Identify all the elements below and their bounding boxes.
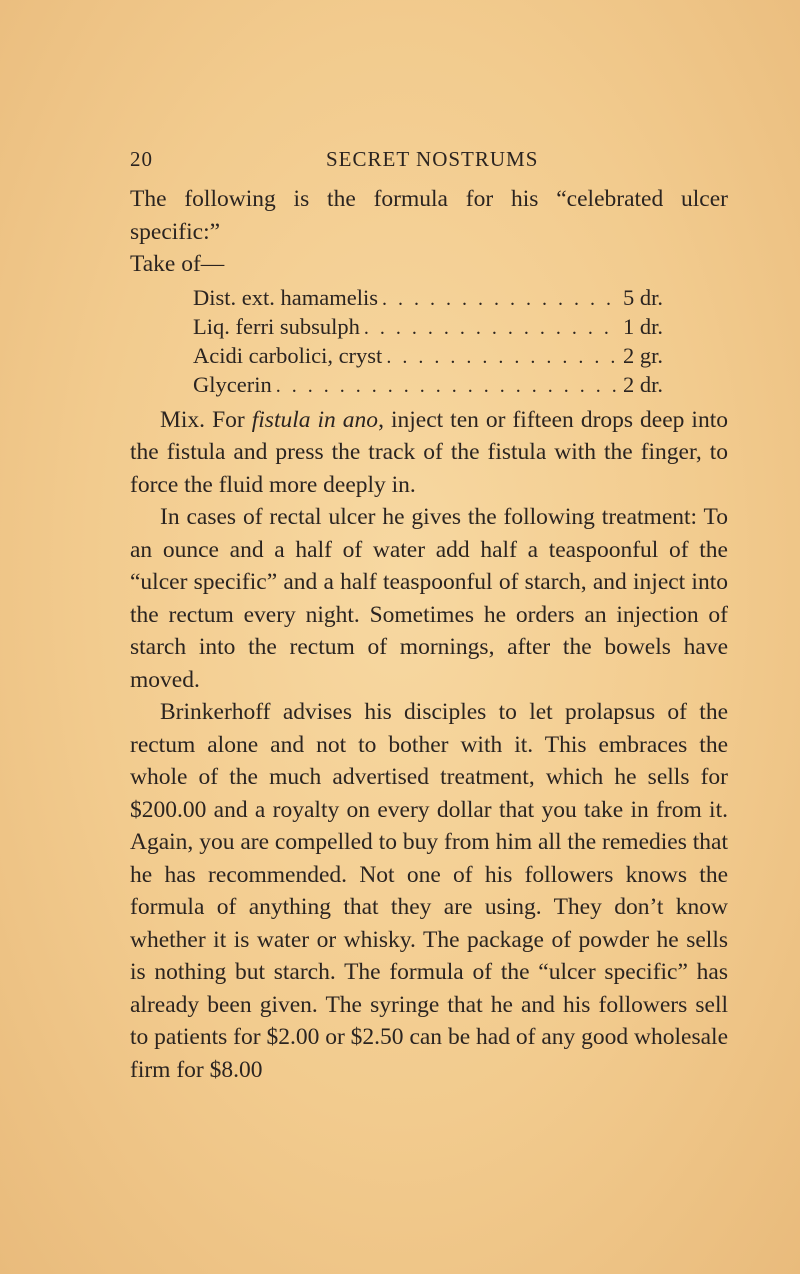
page-header bbox=[130, 147, 730, 173]
ingredient: Acidi carbolici, cryst bbox=[193, 342, 383, 368]
intro-paragraph: The following is the formula for his “celebrated ulcer specific:” bbox=[130, 186, 728, 245]
take-of-line: Take of— bbox=[130, 251, 225, 277]
leader-dots bbox=[386, 344, 619, 371]
quantity: 2 gr. bbox=[622, 342, 663, 368]
leader-dots bbox=[364, 315, 619, 342]
mix-paragraph bbox=[130, 404, 728, 502]
recipe-line bbox=[193, 313, 663, 342]
ingredient: Dist. ext. hamamelis bbox=[193, 284, 378, 310]
recipe-list bbox=[193, 284, 663, 400]
page-number: 20 bbox=[130, 147, 153, 171]
body-text bbox=[130, 183, 728, 1086]
recipe-line bbox=[193, 371, 663, 400]
recipe-line bbox=[193, 284, 663, 313]
mix-rest: , inject ten or fifteen drops deep into the fistula and press the track of the fistula with the finger, to force the fluid more deeply in. bbox=[130, 406, 728, 498]
recipe-line bbox=[193, 342, 663, 371]
ingredient: Glycerin bbox=[193, 371, 272, 397]
leader-dots bbox=[276, 373, 619, 400]
mix-italic-term: fistula in ano bbox=[251, 406, 379, 433]
brinkerhoff-paragraph: Brinkerhoff advises his disciples to let prolapsus of the rectum alone and not to bother with it. This embraces the whole of the much advertised treatment, which he sells for $200.00 and a royalty on every dollar that you take in from it. Again, you are compelled to buy from him all the remedies that he has recommended. Not one of his followers knows the formula of anything that they are using. They don’t know whether it is water or whisky. The package of powder he sells is nothing but starch. The formula of the “ulcer specific” has already been given. The syringe that he and his followers sell to patients for $2.00 or $2.50 can be had of any good wholesale firm for $8.00 bbox=[130, 699, 728, 1083]
rectal-ulcer-paragraph: In cases of rectal ulcer he gives the following treatment: To an ounce and a half of water add half a teaspoonful of the “ulcer specific” and a half teaspoonful of starch, and inject into the rectum every night. Sometimes he orders an injection of starch into the rectum of mornings, after the bowels have moved. bbox=[130, 504, 728, 693]
quantity: 1 dr. bbox=[622, 313, 663, 339]
running-title: SECRET NOSTRUMS bbox=[326, 147, 539, 171]
mix-lead: Mix. For bbox=[160, 406, 252, 433]
quantity: 5 dr. bbox=[622, 284, 663, 310]
ingredient: Liq. ferri subsulph bbox=[193, 313, 360, 339]
quantity: 2 dr. bbox=[622, 371, 663, 397]
leader-dots bbox=[382, 286, 619, 313]
